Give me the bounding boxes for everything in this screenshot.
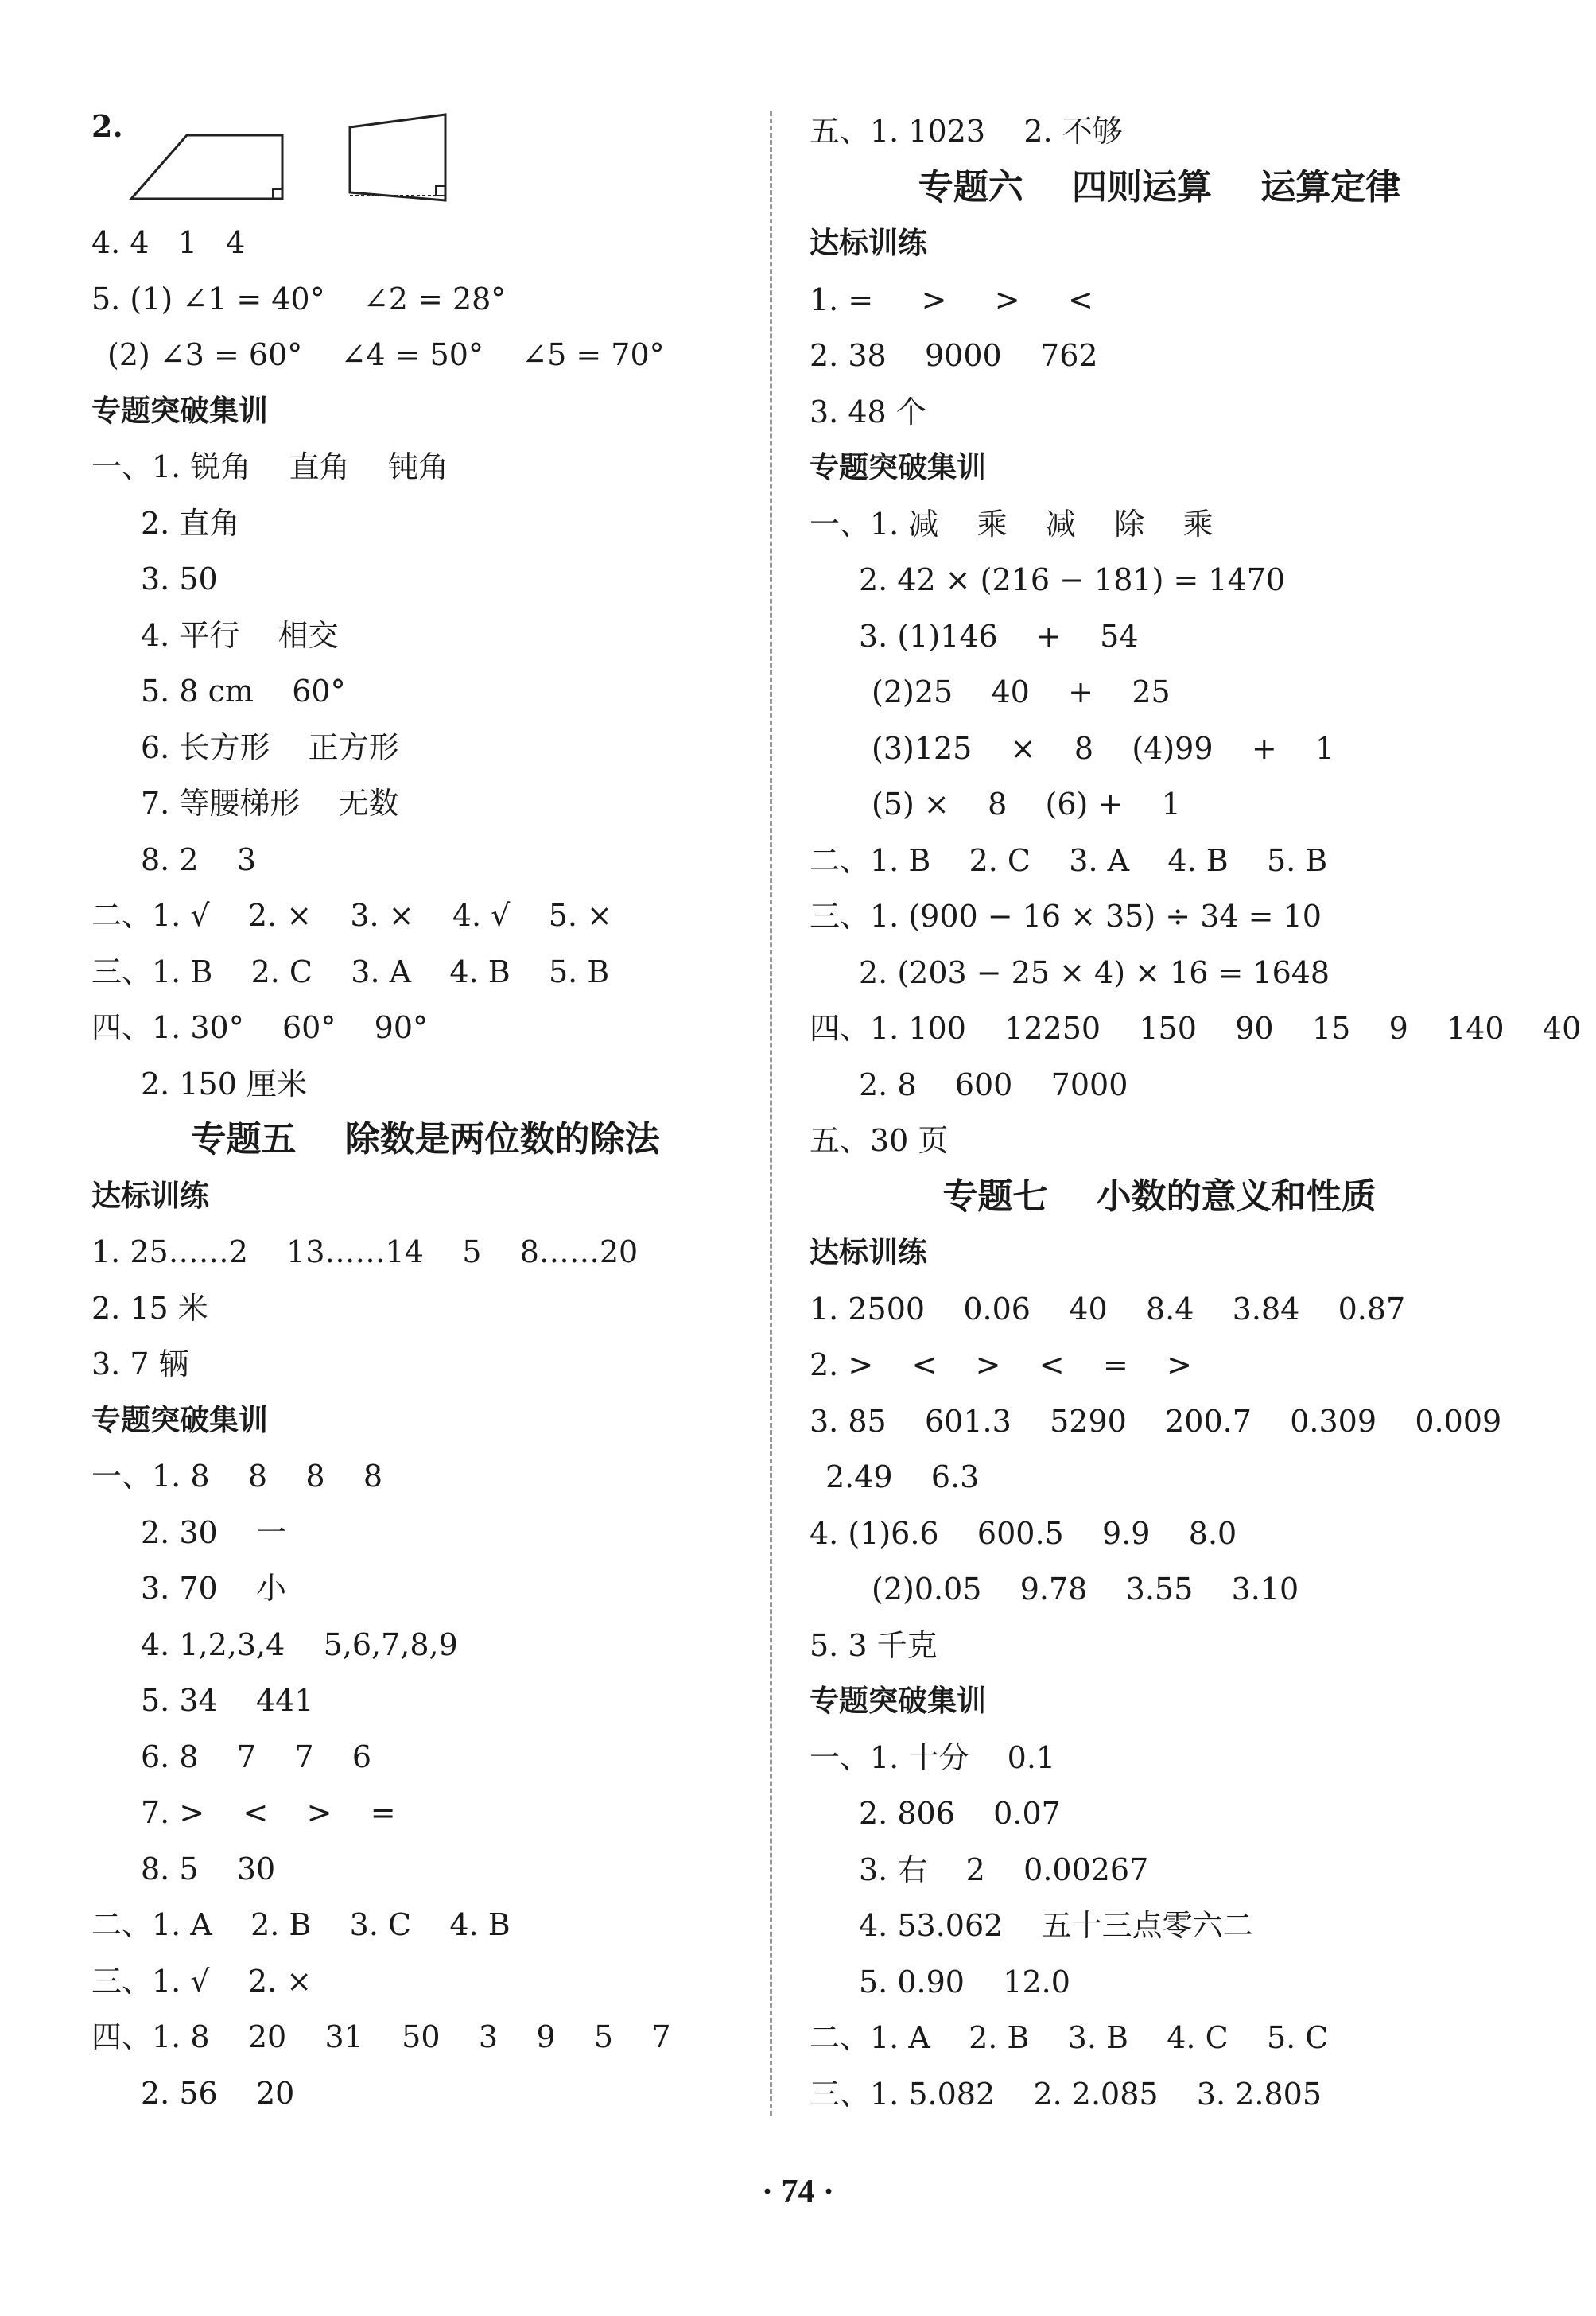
answer-line: 1. 2500 0.06 40 8.4 3.84 0.87: [810, 1291, 1406, 1327]
answer-line: 7. > < > =: [141, 1795, 396, 1830]
answer-line: 5. 8 cm 60°: [141, 674, 346, 709]
section-heading: 专题突破集训: [810, 450, 986, 484]
answer-line: 4. (1)6.6 600.5 9.9 8.0: [810, 1515, 1237, 1551]
answer-line: 4. 4 1 4: [91, 225, 246, 260]
answer-line: 2.49 6.3: [825, 1459, 980, 1494]
answer-line: 5. 3 千克: [810, 1627, 938, 1663]
section-heading: 专题突破集训: [91, 1402, 268, 1437]
answer-line: 5. 34 441: [141, 1683, 314, 1718]
answer-line: 3. 右 2 0.00267: [859, 1852, 1149, 1887]
answer-line: 三、1. 5.082 2. 2.085 3. 2.805: [810, 2076, 1322, 2112]
left-answer-lines: [91, 215, 759, 2121]
answer-line: 4. 平行 相交: [141, 617, 339, 653]
answer-line: 四、1. 30° 60° 90°: [91, 1010, 429, 1045]
answer-line: 4. 53.062 五十三点零六二: [859, 1908, 1253, 1943]
answer-line: 5. 0.90 12.0: [859, 1964, 1070, 1999]
section-heading: 达标训练: [91, 1178, 209, 1213]
answer-line: 四、1. 8 20 31 50 3 9 5 7: [91, 2019, 671, 2054]
section-heading: 专题突破集训: [91, 393, 268, 428]
answer-line: 5. (1) ∠1 = 40° ∠2 = 28°: [91, 281, 507, 317]
answer-line: 四、1. 100 12250 150 90 15 9 140 40: [810, 1011, 1582, 1046]
answer-line: 一、1. 8 8 8 8: [91, 1459, 382, 1494]
section-heading: 达标训练: [810, 226, 927, 260]
right-answer-lines: [810, 103, 1582, 2122]
answer-line: (2)0.05 9.78 3.55 3.10: [872, 1572, 1299, 1607]
answer-line: 2. 806 0.07: [859, 1796, 1061, 1831]
answer-line: 8. 5 30: [141, 1851, 276, 1887]
answer-line: 2. 15 米: [91, 1290, 208, 1326]
answer-line: 五、30 页: [810, 1123, 949, 1158]
answer-line: 2. 30 一: [141, 1514, 287, 1550]
answer-line: (3)125 × 8 (4)99 + 1: [872, 730, 1335, 766]
answer-line: 三、1. (900 − 16 × 35) ÷ 34 = 10: [810, 899, 1322, 934]
answer-line: (2)25 40 + 25: [872, 674, 1171, 709]
right-column: [810, 103, 1582, 2122]
section-heading: 达标训练: [810, 1235, 927, 1269]
answer-line: 3. 48 个: [810, 394, 926, 429]
answer-line: (5) × 8 (6) + 1: [872, 787, 1181, 822]
answer-line: 4. 1,2,3,4 5,6,7,8,9: [141, 1626, 458, 1662]
answer-line: 8. 2 3: [141, 841, 257, 877]
topic-title: 专题七 小数的意义和性质: [942, 1175, 1377, 1217]
figure-label: 2.: [91, 108, 123, 144]
right-trapezoid-figure: [342, 113, 501, 212]
figure-line: [91, 103, 759, 215]
answer-line: 2. 150 厘米: [141, 1066, 307, 1102]
answer-line: 3. 50: [141, 562, 218, 596]
answer-line: 2. 56 20: [141, 2075, 295, 2111]
topic-title: 专题六 四则运算 运算定律: [918, 166, 1401, 208]
answer-line: 五、1. 1023 2. 不够: [810, 114, 1123, 149]
answer-line: 1. = > > <: [810, 282, 1093, 317]
answer-line: 3. 70 小: [141, 1571, 287, 1606]
column-divider: [770, 111, 772, 2116]
answer-line: 6. 长方形 正方形: [141, 729, 399, 765]
answer-line: 二、1. A 2. B 3. C 4. B: [91, 1907, 511, 1942]
answer-line: 7. 等腰梯形 无数: [141, 786, 399, 821]
answer-line: 2. 38 9000 762: [810, 338, 1098, 373]
answer-line: 2. 8 600 7000: [859, 1067, 1128, 1102]
answer-line: 1. 25……2 13……14 5 8……20: [91, 1234, 639, 1269]
answer-line: 三、1. √ 2. ×: [91, 1963, 313, 1999]
section-heading: 专题突破集训: [810, 1684, 986, 1718]
answer-line: 2. (203 − 25 × 4) × 16 = 1648: [859, 954, 1330, 990]
answer-line: 3. 85 601.3 5290 200.7 0.309 0.009: [810, 1403, 1502, 1439]
answer-line: 3. 7 辆: [91, 1346, 189, 1381]
trapezoid-figure: [123, 113, 306, 204]
answer-line: 一、1. 锐角 直角 钝角: [91, 449, 449, 484]
left-column: [91, 103, 759, 2121]
answer-line: 二、1. √ 2. × 3. × 4. √ 5. ×: [91, 898, 612, 933]
topic-title: 专题五 除数是两位数的除法: [191, 1119, 660, 1160]
answer-line: 一、1. 十分 0.1: [810, 1739, 1056, 1775]
page-number: · 74 ·: [761, 2174, 834, 2210]
answer-line: 2. 直角: [141, 505, 240, 541]
answer-line: 2. > < > < = >: [810, 1347, 1192, 1382]
answer-line: 6. 8 7 7 6: [141, 1739, 371, 1774]
answer-line: 二、1. B 2. C 3. A 4. B 5. B: [810, 842, 1328, 878]
answer-line: 3. (1)146 + 54: [859, 618, 1139, 654]
answer-line: 三、1. B 2. C 3. A 4. B 5. B: [91, 954, 610, 989]
answer-line: 2. 42 × (216 − 181) = 1470: [859, 562, 1286, 597]
answer-line: 二、1. A 2. B 3. B 4. C 5. C: [810, 2020, 1329, 2055]
answer-line: (2) ∠3 = 60° ∠4 = 50° ∠5 = 70°: [107, 337, 665, 372]
answer-line: 一、1. 减 乘 减 除 乘: [810, 506, 1214, 542]
